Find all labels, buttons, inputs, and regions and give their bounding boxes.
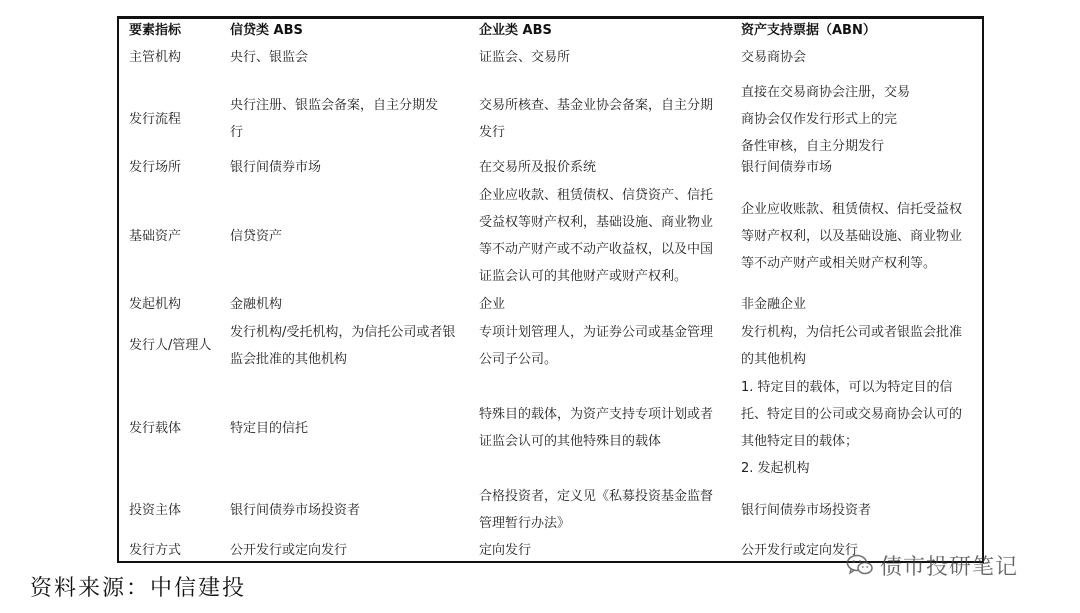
cell-line: 行 <box>230 125 244 140</box>
row-enterprise-abs-cell <box>479 319 713 373</box>
row-abn-cell <box>741 196 962 277</box>
row-abn-cell <box>741 537 858 564</box>
cell-line: 金融机构 <box>230 297 283 312</box>
cell-line: 证监会认可的其他特殊目的载体 <box>479 434 662 449</box>
row-enterprise-abs-cell <box>479 537 531 564</box>
cell-line: 央行注册、银监会备案，自主分期发 <box>230 98 439 113</box>
row-indicator: 发行人/管理人 <box>129 338 212 353</box>
cell-line: 银行间债券市场投资者 <box>230 502 361 518</box>
row-indicator: 发起机构 <box>129 297 182 312</box>
row-abn-cell <box>741 374 962 482</box>
row-abn-cell <box>741 79 910 160</box>
watermark-text: 债市投研笔记 <box>880 554 1019 580</box>
cell-line: 合格投资者，定义见《私募投资基金监督 <box>479 489 714 504</box>
cell-line: 特殊目的载体，为资产支持专项计划或者 <box>479 407 714 422</box>
watermark <box>846 548 1018 582</box>
cell-line: 银行间债券市场投资者 <box>741 502 872 518</box>
table-header-3: 资产支持票据（ABN） <box>741 23 876 38</box>
cell-line: 商协会仅作发行形式上的完 <box>741 111 898 127</box>
cell-line: 直接在交易商协会注册，交易 <box>741 84 911 100</box>
row-abn-cell <box>741 497 871 524</box>
row-indicator: 投资主体 <box>129 502 182 518</box>
cell-line: 交易商协会 <box>741 50 807 65</box>
row-indicator: 基础资产 <box>129 228 182 244</box>
row-indicator: 发行流程 <box>129 111 182 127</box>
wechat-icon <box>846 553 874 577</box>
cell-line: 发行机构，为信托公司或者银监会批准 <box>741 324 963 340</box>
cell-line: 受益权等财产权利，基础设施、商业物业 <box>479 215 714 230</box>
row-credit-abs-cell <box>230 92 438 146</box>
cell-line: 公司子公司。 <box>479 351 558 367</box>
cell-line: 的其他机构 <box>741 351 807 367</box>
row-indicator: 发行方式 <box>129 543 182 558</box>
cell-line: 备性审核，自主分期发行 <box>741 138 885 154</box>
row-indicator: 发行场所 <box>129 160 182 175</box>
cell-line: 1. 特定目的载体，可以为特定目的信 <box>741 380 953 395</box>
cell-line: 专项计划管理人，为证券公司或基金管理 <box>479 324 714 340</box>
cell-line: 等不动产财产或相关财产权利等。 <box>741 255 937 271</box>
cell-line: 企业应收账款、租赁债权、信托受益权 <box>741 201 963 217</box>
row-credit-abs-cell <box>230 291 282 318</box>
cell-line: 托、特定目的公司或交易商协会认可的 <box>741 407 963 422</box>
row-credit-abs-cell <box>230 319 455 373</box>
cell-line: 银行间债券市场 <box>741 160 833 175</box>
cell-line: 证监会、交易所 <box>479 50 571 65</box>
cell-line: 在交易所及报价系统 <box>479 160 597 175</box>
row-abn-cell <box>741 291 806 318</box>
row-enterprise-abs-cell <box>479 154 596 181</box>
cell-line: 其他特定目的载体； <box>741 434 859 449</box>
row-enterprise-abs-cell <box>479 401 713 455</box>
cell-line: 央行、银监会 <box>230 50 309 65</box>
row-enterprise-abs-cell <box>479 92 713 146</box>
row-enterprise-abs-cell <box>479 182 713 290</box>
row-credit-abs-cell <box>230 537 347 564</box>
cell-line: 等不动产财产或不动产收益权，以及中国 <box>479 242 714 257</box>
row-enterprise-abs-cell <box>479 44 570 71</box>
cell-line: 非金融企业 <box>741 297 807 312</box>
cell-line: 管理暂行办法》 <box>479 516 571 531</box>
table-header-1: 信贷类 ABS <box>230 23 303 38</box>
cell-line: 企业 <box>479 297 506 312</box>
cell-line: 发行 <box>479 125 506 140</box>
cell-line: 公开发行或定向发行 <box>230 543 348 558</box>
row-credit-abs-cell <box>230 154 321 181</box>
cell-line: 定向发行 <box>479 543 532 558</box>
row-indicator: 发行载体 <box>129 420 182 436</box>
cell-line: 企业应收款、租赁债权、信贷资产、信托 <box>479 188 714 203</box>
source-note: 资料来源：中信建投 <box>30 576 247 601</box>
cell-line: 发行机构/受托机构，为信托公司或者银 <box>230 324 456 340</box>
row-indicator: 主管机构 <box>129 50 182 65</box>
cell-line: 公开发行或定向发行 <box>741 543 859 558</box>
row-credit-abs-cell <box>230 44 308 71</box>
row-abn-cell <box>741 154 832 181</box>
row-credit-abs-cell <box>230 497 360 524</box>
cell-line: 交易所核查、基金业协会备案，自主分期 <box>479 98 714 113</box>
cell-line: 2. 发起机构 <box>741 461 810 476</box>
row-enterprise-abs-cell <box>479 483 713 537</box>
row-abn-cell <box>741 319 962 373</box>
table-header-0: 要素指标 <box>129 23 182 38</box>
cell-line: 特定目的信托 <box>230 420 309 436</box>
row-credit-abs-cell <box>230 415 308 442</box>
row-credit-abs-cell <box>230 223 282 250</box>
cell-line: 等财产权利，以及基础设施、商业物业 <box>741 228 963 244</box>
cell-line: 监会批准的其他机构 <box>230 351 348 367</box>
table-header-2: 企业类 ABS <box>479 23 552 38</box>
row-abn-cell <box>741 44 806 71</box>
cell-line: 银行间债券市场 <box>230 160 322 175</box>
row-enterprise-abs-cell <box>479 291 505 318</box>
cell-line: 信贷资产 <box>230 228 283 244</box>
cell-line: 证监会认可的其他财产或财产权利。 <box>479 269 688 284</box>
